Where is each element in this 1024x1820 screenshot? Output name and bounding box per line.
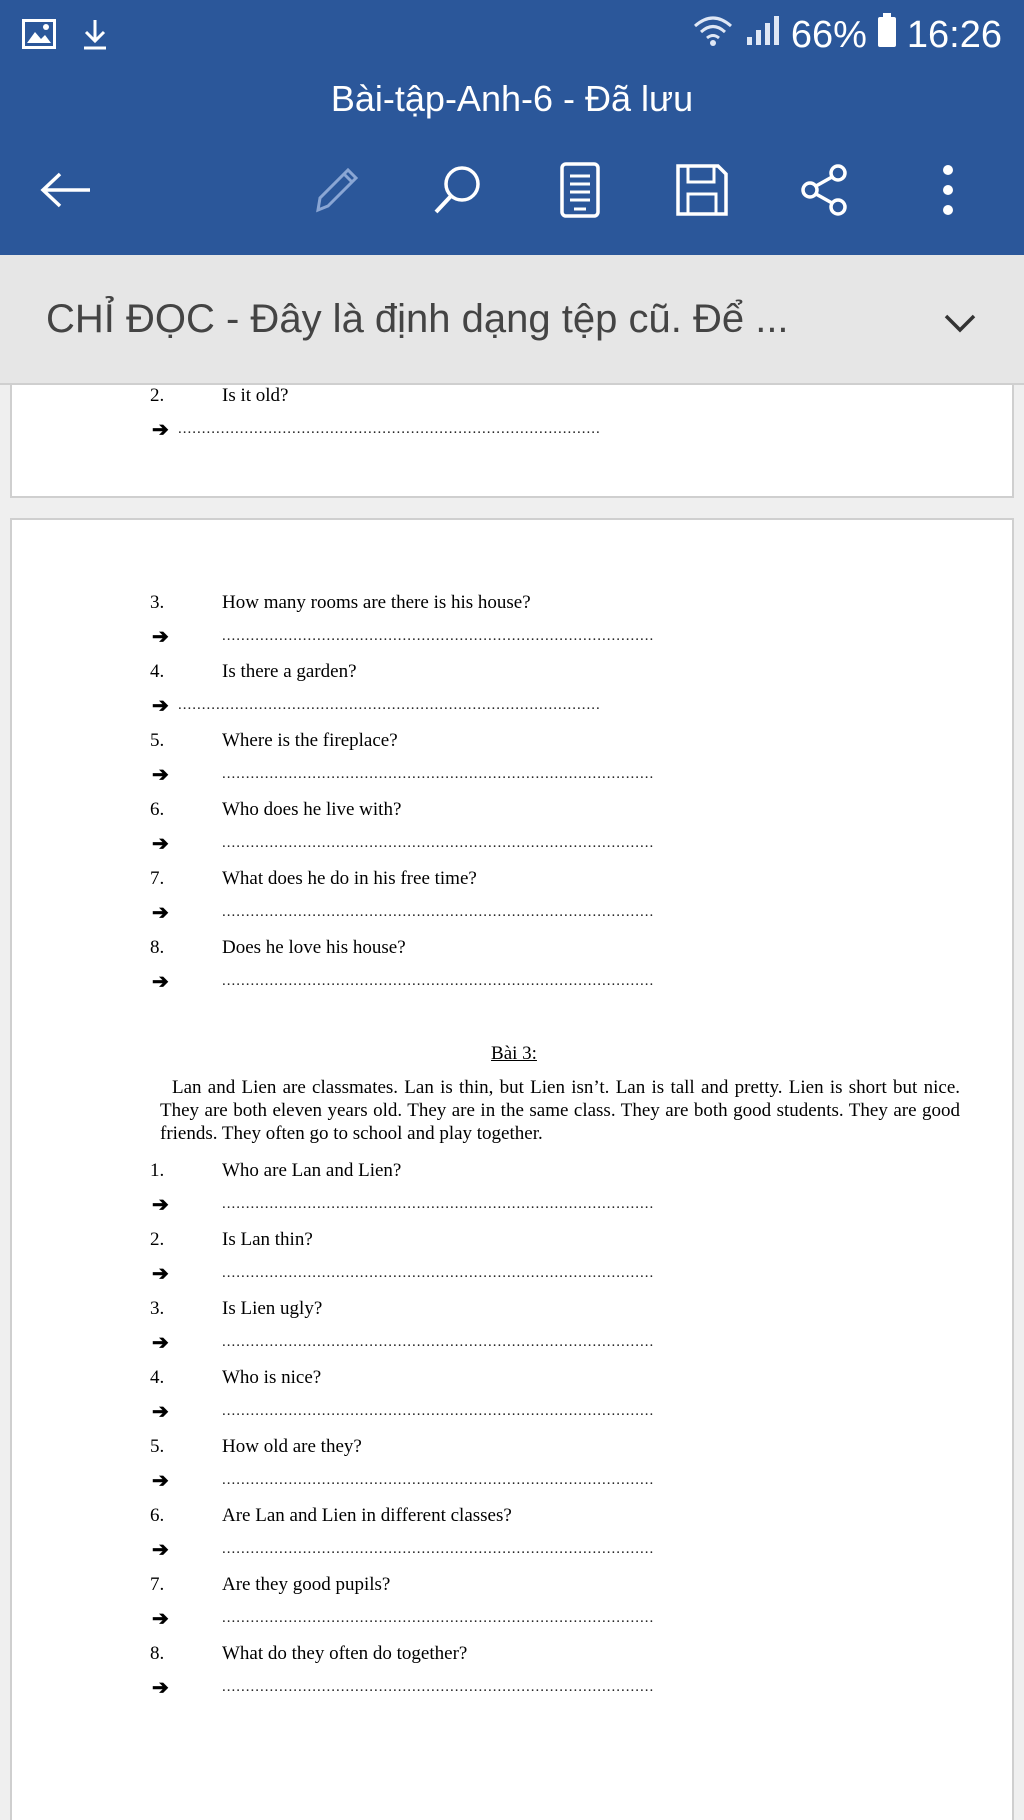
answer-arrow: ➔ — [152, 971, 169, 993]
more-options-icon — [940, 164, 956, 216]
more-options-button[interactable] — [918, 160, 978, 220]
answer-blank: ........................................................................................... — [222, 1610, 655, 1626]
answer-arrow: ➔ — [152, 1539, 169, 1561]
chevron-down-icon[interactable] — [940, 303, 980, 343]
clock: 16:26 — [906, 13, 1002, 56]
status-bar — [0, 0, 1024, 70]
reading-view-icon — [558, 161, 602, 219]
question-text: Who is nice? — [222, 1367, 322, 1388]
question-number: 7. — [150, 868, 165, 889]
answer-arrow: ➔ — [152, 1332, 169, 1354]
question-text: Is Lan thin? — [222, 1229, 313, 1250]
read-only-banner[interactable] — [0, 255, 1024, 385]
question-text: Is there a garden? — [222, 661, 357, 682]
question-text: Who are Lan and Lien? — [222, 1160, 402, 1181]
answer-blank: ......................................................................................... — [178, 697, 601, 713]
answer-blank: ........................................................................................... — [222, 1196, 655, 1212]
document-page-2 — [10, 518, 1014, 1820]
question-text: Are they good pupils? — [222, 1574, 391, 1595]
battery-percent: 66% — [790, 13, 867, 56]
document-page-1 — [10, 385, 1014, 498]
question-number: 4. — [150, 1367, 165, 1388]
answer-blank: ........................................................................................... — [222, 1541, 655, 1557]
answer-arrow: ➔ — [152, 1194, 169, 1216]
answer-arrow: ➔ — [152, 1401, 169, 1423]
question-text: Does he love his house? — [222, 937, 406, 958]
reading-passage: Lan and Lien are classmates. Lan is thin, but Lien isn’t. Lan is tall and pretty. Lien is short but nice. They are both eleven years old. They are in the same class. They are both good students. They are good friends. They often go to school and play together. — [160, 1077, 960, 1144]
save-button[interactable] — [672, 160, 732, 220]
wifi-icon — [691, 12, 735, 58]
question-number: 7. — [150, 1574, 165, 1595]
question-number: 6. — [150, 1505, 165, 1526]
save-icon — [674, 162, 730, 218]
answer-arrow: ➔ — [152, 695, 169, 717]
search-button[interactable] — [428, 160, 488, 220]
question-number: 8. — [150, 937, 165, 958]
answer-arrow: ➔ — [152, 1677, 169, 1699]
question-text: What do they often do together? — [222, 1643, 468, 1664]
answer-blank: ........................................................................................... — [222, 904, 655, 920]
answer-arrow: ➔ — [152, 833, 169, 855]
share-icon — [796, 162, 852, 218]
question-text: How old are they? — [222, 1436, 362, 1457]
question-number: 3. — [150, 1298, 165, 1319]
answer-blank: ........................................................................................... — [222, 1472, 655, 1488]
back-button[interactable] — [36, 160, 96, 220]
answer-arrow: ➔ — [152, 1608, 169, 1630]
answer-blank: ......................................................................................... — [178, 421, 601, 437]
answer-blank: ........................................................................................... — [222, 766, 655, 782]
answer-blank: ........................................................................................... — [222, 1403, 655, 1419]
question-text: What does he do in his free time? — [222, 868, 477, 889]
toolbar — [0, 150, 1024, 230]
section-title: Bài 3: — [491, 1043, 537, 1064]
download-notification-icon — [82, 18, 108, 55]
question-number: 3. — [150, 592, 165, 613]
question-text: Is it old? — [222, 385, 289, 406]
question-number: 5. — [150, 1436, 165, 1457]
question-text: Are Lan and Lien in different classes? — [222, 1505, 512, 1526]
app-header — [0, 0, 1024, 255]
question-number: 1. — [150, 1160, 165, 1181]
banner-text: CHỈ ĐỌC - Đây là định dạng tệp cũ. Để ... — [46, 297, 789, 341]
question-number: 5. — [150, 730, 165, 751]
answer-blank: ........................................................................................... — [222, 628, 655, 644]
share-button[interactable] — [794, 160, 854, 220]
edit-pencil-icon — [308, 162, 364, 218]
question-number: 2. — [150, 1229, 165, 1250]
answer-blank: ........................................................................................... — [222, 1265, 655, 1281]
signal-icon — [745, 13, 781, 57]
question-number: 4. — [150, 661, 165, 682]
question-text: Where is the fireplace? — [222, 730, 398, 751]
question-text: How many rooms are there is his house? — [222, 592, 531, 613]
question-number: 2. — [150, 385, 165, 406]
document-title: Bài-tập-Anh-6 - Đã lưu — [330, 78, 694, 119]
gallery-notification-icon — [22, 19, 56, 54]
battery-icon — [877, 12, 897, 58]
question-text: Is Lien ugly? — [222, 1298, 323, 1319]
edit-button[interactable] — [306, 160, 366, 220]
answer-arrow: ➔ — [152, 1263, 169, 1285]
answer-arrow: ➔ — [152, 902, 169, 924]
answer-arrow: ➔ — [152, 626, 169, 648]
reading-view-button[interactable] — [550, 160, 610, 220]
answer-blank: ........................................................................................... — [222, 1679, 655, 1695]
answer-blank: ........................................................................................... — [222, 1334, 655, 1350]
answer-arrow: ➔ — [152, 764, 169, 786]
answer-blank: ........................................................................................... — [222, 835, 655, 851]
question-text: Who does he live with? — [222, 799, 402, 820]
search-icon — [430, 162, 486, 218]
question-number: 8. — [150, 1643, 165, 1664]
answer-arrow: ➔ — [152, 1470, 169, 1492]
question-number: 6. — [150, 799, 165, 820]
answer-blank: ........................................................................................... — [222, 973, 655, 989]
back-arrow-icon — [38, 170, 94, 210]
answer-arrow: ➔ — [152, 419, 169, 441]
